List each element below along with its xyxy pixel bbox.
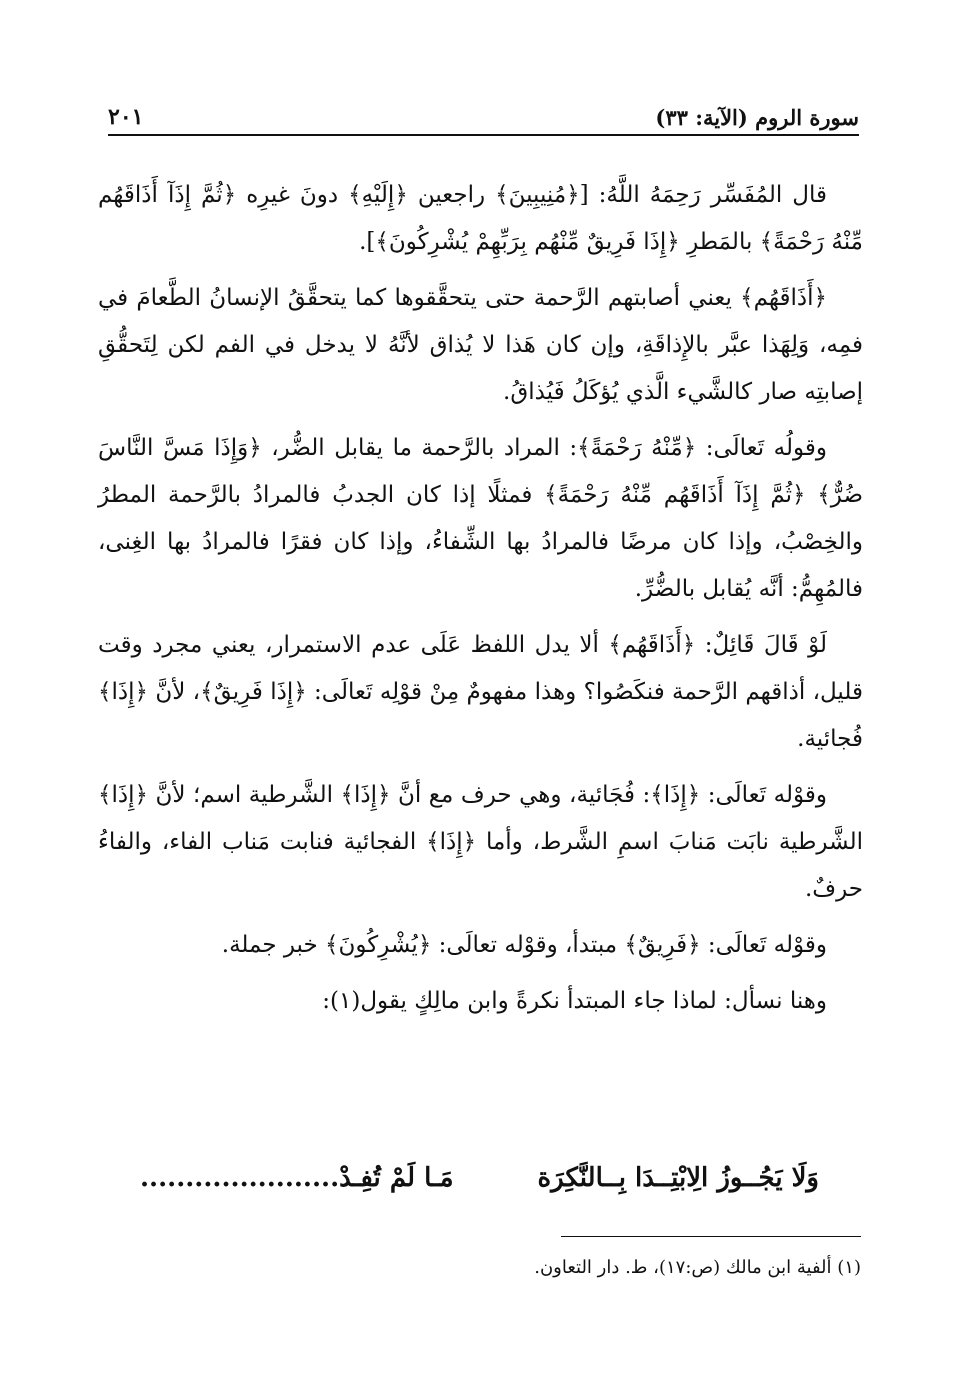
paragraph-5: وقوْله تَعالَى: ﴿إِذَا﴾: فُجَائية، وهي حرف مع أنَّ ﴿إِذَا﴾ الشَّرطية اسم؛ لأنَّ ﴿إِذَا﴾ الشَّرطية نابَت مَنابَ اسمِ الشَّرط، وأما ﴿إِذَا﴾ الفجائية فنابت مَناب الفاء، والفاءُ حرفٌ. bbox=[98, 782, 863, 902]
paragraph-1: قال المُفَسِّر رَحِمَهُ اللَّهُ: [﴿مُنِيبِينَ﴾ راجعين ﴿إِلَيْهِ﴾ دونَ غيرِه ﴿ثُمَّ إِذَآ أَذَاقَهُم مِّنْهُ رَحْمَةً﴾ بالمَطرِ ﴿إِذَا فَرِيقٌ مِّنْهُم بِرَبِّهِمْ يُشْرِكُونَ﴾]. bbox=[98, 182, 863, 255]
running-title: سورة الروم (الآية: ٣٣) bbox=[655, 105, 859, 130]
paragraph-4: لَوْ قَالَ قَائِلٌ: ﴿أَذَاقَهُم﴾ ألا يدل اللفظ عَلَى عدم الاستمرار، يعني مجرد وقت قليل، أذاقهم الرَّحمة فنكَصُوا؟ وهذا مفهومٌ مِنْ قوْلِه تَعالَى: ﴿إِذَا فَرِيقٌ﴾، لأنَّ ﴿إِذَا﴾ فُجائية. bbox=[98, 632, 863, 752]
paragraph-2: ﴿أَذَاقَهُم﴾ يعني أصابتهم الرَّحمة حتى يتحقَّقوها كما يتحقَّقُ الإنسانُ الطَّعامَ في فمِه، وَلِهَذا عبَّر بالإِذاقَةِ، وإن كان هَذا لا يُذاق لأنَّهُ لا يدخل في الفم لكن لِتَحقُّقِ إصابتِه صار كالشَّيء الَّذي يُؤكَلُ فَيُذاقُ. bbox=[98, 285, 863, 405]
paragraph-7: وهنا نسأل: لماذا جاء المبتدأ نكرةً وابن مالِكٍ يقول(١): bbox=[322, 988, 827, 1014]
body-text bbox=[98, 172, 863, 1034]
verse-second-hemistich: مَـا لَمْ تُفِـدْ...................... bbox=[140, 1163, 454, 1193]
page-header bbox=[108, 100, 859, 136]
paragraph-3: وقولُه تَعالَى: ﴿مِّنْهُ رَحْمَةً﴾: المراد بالرَّحمة ما يقابل الضُّر، ﴿وَإِذَا مَسَّ النَّاسَ ضُرٌّ﴾ ﴿ثُمَّ إِذَآ أَذَاقَهُم مِّنْهُ رَحْمَةً﴾ فمثلًا إذا كان الجدبُ فالمرادُ بالرَّحمة المطرُ والخِصْبُ، وإذا كان مرضًا فالمرادُ بها الشِّفاءُ، وإذا كان فقرًا فالمرادُ بها الغِنى، فالمُهِمُّ: أنَّه يُقابل بالضُّرِّ. bbox=[98, 435, 863, 602]
verse-first-hemistich: وَلَا يَجُــوزُ الِابْتِــدَا بِــالنَّكِرَة bbox=[537, 1163, 819, 1193]
paragraph-6: وقوْله تَعالَى: ﴿فَرِيقٌ﴾ مبتدأ، وقوْله تعالَى: ﴿يُشْرِكُونَ﴾ خبر جملة. bbox=[221, 932, 827, 958]
page-number: ٢٠١ bbox=[108, 104, 144, 130]
footnote-divider bbox=[561, 1236, 861, 1237]
poetry-verse bbox=[140, 1158, 819, 1198]
footnote: (١) ألفية ابن مالك (ص:١٧)، ط. دار التعاون. bbox=[534, 1257, 861, 1278]
